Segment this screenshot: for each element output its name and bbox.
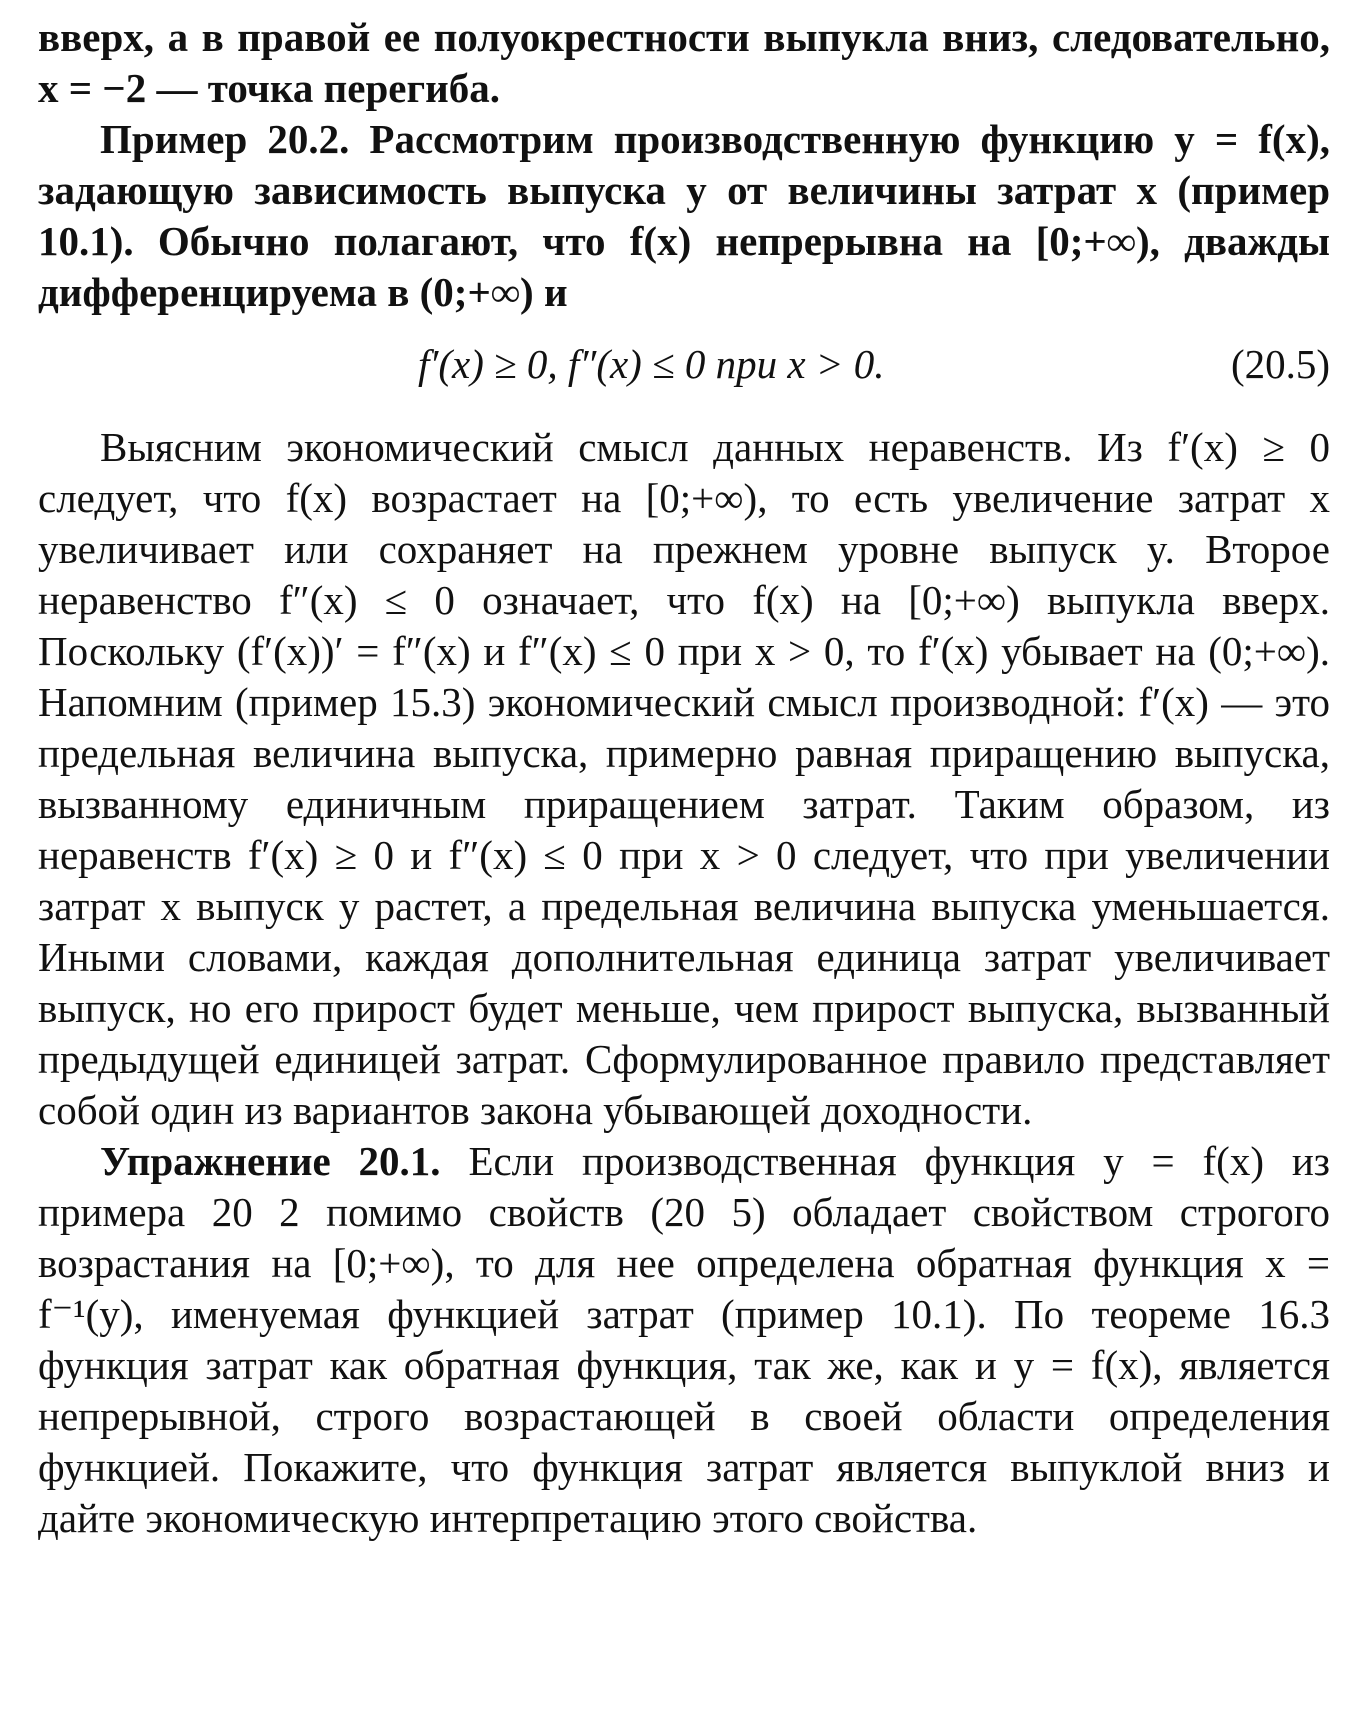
exercise-text: Если производственная функция y = f(x) из примера 20 2 помимо свойств (20 5) обладает свойством строгого возрастания на [0;+∞), то для нее определена обратная функция x = f⁻¹(y), именуемая функцией затрат (пример 10.1). По теореме 16.3 функция затрат как обратная функция, так же, как и y = f(x), является непрерывной, строго возрастающей в своей области определения функцией. Покажите, что функция затрат является выпуклой вниз и дайте экономическую интерпретацию этого свойства.: [38, 1138, 1330, 1541]
exercise-paragraph: [38, 1136, 1330, 1544]
paragraph-continuation: вверх, а в правой ее полуокрестности выпукла вниз, следовательно, x = −2 — точка перегиба.: [38, 14, 1330, 111]
example-label: Пример 20.2.: [100, 116, 350, 162]
equation-number: (20.5): [1230, 341, 1330, 387]
explanation-paragraph: Выясним экономический смысл данных неравенств. Из f′(x) ≥ 0 следует, что f(x) возрастает на [0;+∞), то есть увеличение затрат x увеличивает или сохраняет на прежнем уровне выпуск y. Второе неравенство f″(x) ≤ 0 означает, что f(x) на [0;+∞) выпукла вверх. Поскольку (f′(x))′ = f″(x) и f″(x) ≤ 0 при x > 0, то f′(x) убывает на (0;+∞). Напомним (пример 15.3) экономический смысл производной: f′(x) — это предельная величина выпуска, примерно равная приращению выпуска, вызванному единичным приращением затрат. Таким образом, из неравенств f′(x) ≥ 0 и f″(x) ≤ 0 при x > 0 следует, что при увеличении затрат x выпуск y растет, а предельная величина выпуска уменьшается. Иными словами, каждая дополнительная единица затрат увеличивает выпуск, но его прирост будет меньше, чем прирост выпуска, вызванный предыдущей единицей затрат. Сформулированное правило представляет собой один из вариантов закона убывающей доходности.: [38, 424, 1330, 1133]
display-equation: [38, 318, 1330, 410]
example-text: Рассмотрим производственную функцию y = f(x), задающую зависимость выпуска y от величины затрат x (пример 10.1). Обычно полагают, что f(x) непрерывна на [0;+∞), дважды дифференцируема в (0;+∞) и: [38, 116, 1330, 315]
exercise-label: Упражнение 20.1.: [100, 1138, 441, 1184]
example-paragraph: [38, 114, 1330, 318]
equation-body: f′(x) ≥ 0, f″(x) ≤ 0 при x > 0.: [418, 341, 885, 387]
